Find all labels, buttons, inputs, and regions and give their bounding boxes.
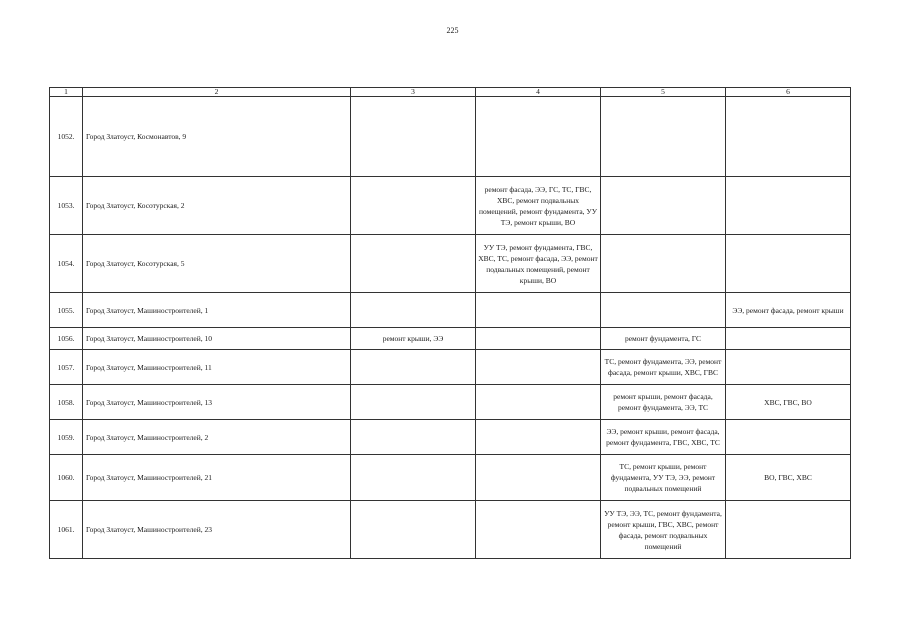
row-cell-col6: ВО, ГВС, ХВС	[726, 455, 851, 501]
row-address: Город Златоуст, Машиностроителей, 21	[83, 455, 351, 501]
row-cell-col4: УУ ТЭ, ремонт фундамента, ГВС, ХВС, ТС, ремонт фасада, ЭЭ, ремонт подвальных помещений, ремонт крыши, ВО	[476, 235, 601, 293]
row-cell-col4	[476, 455, 601, 501]
row-cell-col5: ТС, ремонт фундамента, ЭЭ, ремонт фасада, ремонт крыши, ХВС, ГВС	[601, 350, 726, 385]
row-cell-col5	[601, 235, 726, 293]
table-row	[50, 235, 851, 293]
column-header: 3	[351, 88, 476, 97]
row-address: Город Златоуст, Косотурская, 2	[83, 177, 351, 235]
row-cell-col4	[476, 385, 601, 420]
row-address: Город Златоуст, Косотурская, 5	[83, 235, 351, 293]
row-cell-col6	[726, 177, 851, 235]
row-cell-col3	[351, 350, 476, 385]
row-cell-col5	[601, 293, 726, 328]
table-row	[50, 420, 851, 455]
row-cell-col3	[351, 177, 476, 235]
row-cell-col4	[476, 350, 601, 385]
row-cell-col5: ремонт фундамента, ГС	[601, 328, 726, 350]
row-cell-col5: УУ ТЭ, ЭЭ, ТС, ремонт фундамента, ремонт крыши, ГВС, ХВС, ремонт фасада, ремонт подвальных помещений	[601, 501, 726, 559]
row-number: 1058.	[50, 385, 83, 420]
row-address: Город Златоуст, Машиностроителей, 1	[83, 293, 351, 328]
row-number: 1054.	[50, 235, 83, 293]
row-cell-col5	[601, 177, 726, 235]
row-cell-col6	[726, 328, 851, 350]
row-number: 1061.	[50, 501, 83, 559]
table-row	[50, 177, 851, 235]
row-address: Город Златоуст, Машиностроителей, 2	[83, 420, 351, 455]
row-cell-col5: ТС, ремонт крыши, ремонт фундамента, УУ ТЭ, ЭЭ, ремонт подвальных помещений	[601, 455, 726, 501]
row-cell-col5: ремонт крыши, ремонт фасада, ремонт фундамента, ЭЭ, ТС	[601, 385, 726, 420]
row-number: 1056.	[50, 328, 83, 350]
row-cell-col4	[476, 420, 601, 455]
row-number: 1060.	[50, 455, 83, 501]
registry-table	[49, 87, 851, 559]
row-cell-col5: ЭЭ, ремонт крыши, ремонт фасада, ремонт фундамента, ГВС, ХВС, ТС	[601, 420, 726, 455]
table-row	[50, 350, 851, 385]
row-cell-col4	[476, 97, 601, 177]
row-cell-col4	[476, 293, 601, 328]
row-cell-col3: ремонт крыши, ЭЭ	[351, 328, 476, 350]
column-header: 5	[601, 88, 726, 97]
row-cell-col6	[726, 97, 851, 177]
row-number: 1057.	[50, 350, 83, 385]
table-row	[50, 501, 851, 559]
row-number: 1052.	[50, 97, 83, 177]
row-cell-col5	[601, 97, 726, 177]
row-cell-col3	[351, 385, 476, 420]
row-address: Город Златоуст, Машиностроителей, 11	[83, 350, 351, 385]
row-cell-col4	[476, 328, 601, 350]
row-cell-col6	[726, 350, 851, 385]
table-row	[50, 293, 851, 328]
row-number: 1055.	[50, 293, 83, 328]
row-cell-col3	[351, 420, 476, 455]
column-header: 6	[726, 88, 851, 97]
row-cell-col3	[351, 501, 476, 559]
row-cell-col4: ремонт фасада, ЭЭ, ГС, ТС, ГВС, ХВС, ремонт подвальных помещений, ремонт фундамента, УУ ТЭ, ремонт крыши, ВО	[476, 177, 601, 235]
row-cell-col6	[726, 501, 851, 559]
row-number: 1059.	[50, 420, 83, 455]
table-row	[50, 97, 851, 177]
column-header: 2	[83, 88, 351, 97]
row-number: 1053.	[50, 177, 83, 235]
row-cell-col6: ЭЭ, ремонт фасада, ремонт крыши	[726, 293, 851, 328]
row-address: Город Златоуст, Машиностроителей, 10	[83, 328, 351, 350]
row-cell-col3	[351, 97, 476, 177]
table-row	[50, 328, 851, 350]
column-header: 1	[50, 88, 83, 97]
row-cell-col6	[726, 235, 851, 293]
row-cell-col3	[351, 293, 476, 328]
row-cell-col3	[351, 235, 476, 293]
table-row	[50, 455, 851, 501]
page-number: 225	[446, 26, 459, 35]
row-address: Город Златоуст, Космонавтов, 9	[83, 97, 351, 177]
row-cell-col4	[476, 501, 601, 559]
row-cell-col6	[726, 420, 851, 455]
row-cell-col6: ХВС, ГВС, ВО	[726, 385, 851, 420]
row-address: Город Златоуст, Машиностроителей, 23	[83, 501, 351, 559]
row-address: Город Златоуст, Машиностроителей, 13	[83, 385, 351, 420]
row-cell-col3	[351, 455, 476, 501]
column-header: 4	[476, 88, 601, 97]
table-header-row	[50, 88, 851, 97]
table-row	[50, 385, 851, 420]
